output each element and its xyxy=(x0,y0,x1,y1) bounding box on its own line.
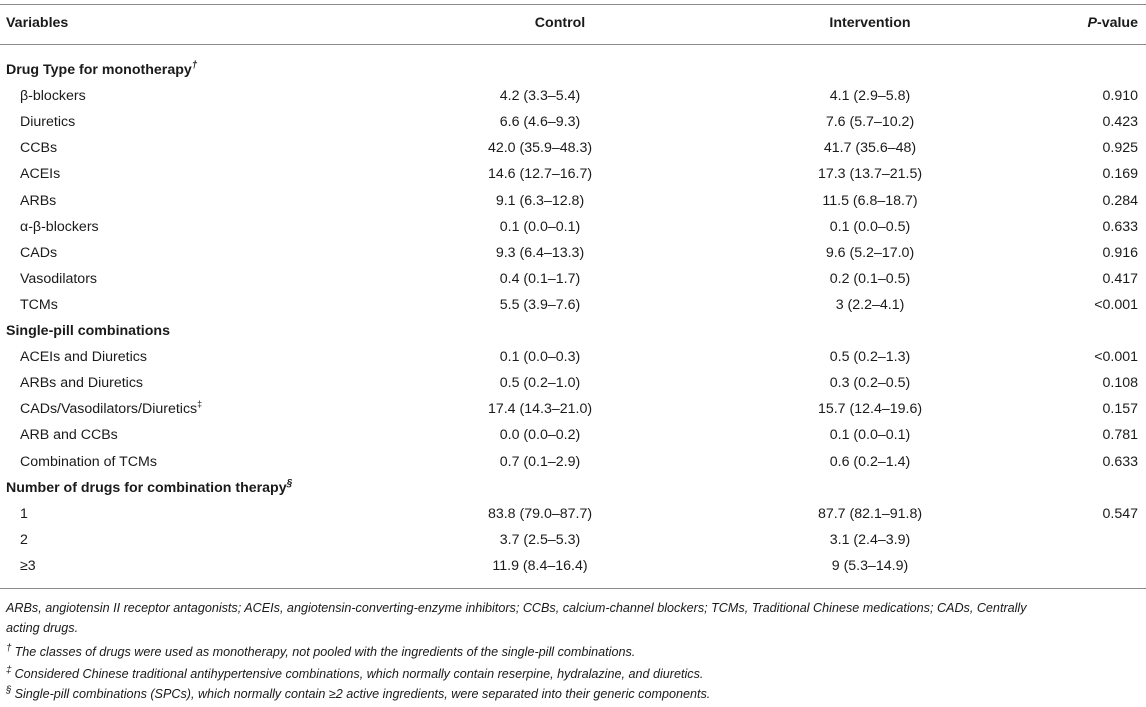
footnote-marker: † xyxy=(191,60,198,71)
intervention-value: 15.7 (12.4–19.6) xyxy=(817,401,923,418)
row-label-text: CCBs xyxy=(20,140,58,157)
row-label-text: ARBs and Diuretics xyxy=(20,375,144,392)
control-value: 11.9 (8.4–16.4) xyxy=(492,557,588,574)
row-label-text: TCMs xyxy=(20,296,58,313)
table-header-row xyxy=(0,10,1146,36)
table-row xyxy=(0,527,1146,553)
table-row xyxy=(0,188,1146,214)
footnote-ddagger-text: Considered Chinese traditional antihypertensive combinations, which normally contain reserpine, hydralazine, and diuretics. xyxy=(14,667,704,681)
table-top-rule xyxy=(0,4,1146,5)
p-value: <0.001 xyxy=(1094,296,1138,313)
footnote-dagger-mark: † xyxy=(6,643,12,654)
footnote-ddagger-mark: ‡ xyxy=(6,665,12,676)
row-label xyxy=(20,266,97,292)
row-label xyxy=(20,344,147,370)
row-label-text: 2 xyxy=(20,531,28,548)
p-value: 0.925 xyxy=(1102,140,1138,157)
intervention-value: 0.5 (0.2–1.3) xyxy=(829,349,911,366)
footnote-abbrev-line2: acting drugs. xyxy=(6,621,79,635)
control-value: 6.6 (4.6–9.3) xyxy=(499,114,581,131)
intervention-value: 0.6 (0.2–1.4) xyxy=(829,453,911,470)
row-label-text: ≥3 xyxy=(20,557,36,574)
table-row xyxy=(0,344,1146,370)
table-row xyxy=(0,161,1146,187)
row-label xyxy=(20,292,58,318)
row-label-text: β-blockers xyxy=(20,88,86,105)
control-value: 0.0 (0.0–0.2) xyxy=(499,427,581,444)
control-value: 0.7 (0.1–2.9) xyxy=(499,453,581,470)
table-row xyxy=(0,501,1146,527)
section-title-text: Drug Type for monotherapy xyxy=(6,62,192,78)
row-label-text: ACEIs and Diuretics xyxy=(20,349,147,366)
table-row xyxy=(0,449,1146,475)
control-value: 42.0 (35.9–48.3) xyxy=(487,140,593,157)
table-row xyxy=(0,214,1146,240)
intervention-value: 41.7 (35.6–48) xyxy=(823,140,917,157)
p-value: 0.169 xyxy=(1102,166,1138,183)
footnote-dagger-text: The classes of drugs were used as monotherapy, not pooled with the ingredients of the single-pill combinations. xyxy=(14,645,636,659)
table-row xyxy=(0,292,1146,318)
intervention-value: 3.1 (2.4–3.9) xyxy=(829,531,911,548)
table-row xyxy=(0,553,1146,579)
section-row xyxy=(0,318,1146,344)
table-header-rule xyxy=(0,44,1146,45)
row-label-text: ARBs xyxy=(20,192,57,209)
row-label-text: CADs xyxy=(20,244,58,261)
control-value: 14.6 (12.7–16.7) xyxy=(487,166,593,183)
footnote-section-mark: § xyxy=(6,685,12,696)
control-value: 0.5 (0.2–1.0) xyxy=(499,375,581,392)
table-row xyxy=(0,109,1146,135)
table-row xyxy=(0,370,1146,396)
row-label-text: Diuretics xyxy=(20,114,76,131)
control-value: 4.2 (3.3–5.4) xyxy=(499,88,581,105)
row-label xyxy=(20,396,202,422)
table-row xyxy=(0,240,1146,266)
intervention-value: 17.3 (13.7–21.5) xyxy=(817,166,923,183)
section-title-text: Single-pill combinations xyxy=(6,323,170,339)
footnote-abbreviations xyxy=(6,598,1140,618)
intervention-value: 4.1 (2.9–5.8) xyxy=(829,88,911,105)
p-value: 0.108 xyxy=(1102,375,1138,392)
header-intervention: Intervention xyxy=(829,15,911,31)
table-row xyxy=(0,396,1146,422)
row-label xyxy=(20,161,60,187)
row-label-text: ACEIs xyxy=(20,166,61,183)
row-label xyxy=(20,553,36,579)
footnote-abbrev-line1: ARBs, angiotensin II receptor antagonists; ACEIs, angiotensin-converting-enzyme inhibitors; CCBs, calcium-channel blockers; TCMs, Traditional Chinese medications; CADs, Centrally xyxy=(6,601,1027,615)
p-value: 0.417 xyxy=(1102,270,1138,287)
section-title-text: Number of drugs for combination therapy xyxy=(6,479,287,496)
p-value: 0.547 xyxy=(1102,505,1138,522)
p-value: 0.633 xyxy=(1102,218,1138,235)
row-label xyxy=(20,135,57,161)
p-value: 0.916 xyxy=(1102,244,1138,261)
footnote-marker: § xyxy=(286,477,293,489)
row-label-text: α-β-blockers xyxy=(20,218,99,235)
intervention-value: 0.1 (0.0–0.5) xyxy=(829,218,911,235)
header-p-value xyxy=(1088,10,1138,36)
p-value: <0.001 xyxy=(1094,349,1138,366)
p-value: 0.910 xyxy=(1102,88,1138,105)
intervention-value: 0.3 (0.2–0.5) xyxy=(829,375,911,392)
section-row xyxy=(0,57,1146,83)
p-value: 0.284 xyxy=(1102,192,1138,209)
row-label xyxy=(20,422,118,448)
section-title xyxy=(6,318,170,344)
intervention-value: 0.1 (0.0–0.1) xyxy=(829,427,911,444)
footnote-section-text: Single-pill combinations (SPCs), which normally contain ≥2 active ingredients, were separated into their generic components. xyxy=(14,687,711,701)
row-label xyxy=(20,501,28,527)
row-label xyxy=(20,188,56,214)
control-value: 9.1 (6.3–12.8) xyxy=(495,192,585,209)
p-value: 0.781 xyxy=(1102,427,1138,444)
row-label xyxy=(20,214,99,240)
footnote-abbreviations-cont xyxy=(6,618,1140,638)
row-label xyxy=(20,240,57,266)
row-label-text: Vasodilators xyxy=(20,270,98,287)
header-control: Control xyxy=(534,15,586,31)
p-value: 0.633 xyxy=(1102,453,1138,470)
row-label-text: ARB and CCBs xyxy=(20,427,118,444)
table-row xyxy=(0,266,1146,292)
row-label xyxy=(20,449,157,475)
header-p-letter: P xyxy=(1087,15,1097,31)
header-p-suffix: -value xyxy=(1096,15,1138,31)
footnote-dagger xyxy=(6,642,1140,662)
control-value: 0.1 (0.0–0.1) xyxy=(499,218,581,235)
section-title xyxy=(6,57,197,83)
section-title xyxy=(6,475,292,501)
control-value: 0.4 (0.1–1.7) xyxy=(499,270,581,287)
footnote-marker: ‡ xyxy=(197,399,203,410)
footnote-section xyxy=(6,684,1140,704)
intervention-value: 7.6 (5.7–10.2) xyxy=(825,114,915,131)
intervention-value: 9.6 (5.2–17.0) xyxy=(825,244,915,261)
section-row xyxy=(0,475,1146,501)
table-row xyxy=(0,83,1146,109)
intervention-value: 9 (5.3–14.9) xyxy=(831,557,909,574)
control-value: 17.4 (14.3–21.0) xyxy=(487,401,593,418)
table-bottom-rule xyxy=(0,588,1146,589)
header-variables: Variables xyxy=(6,15,69,31)
intervention-value: 0.2 (0.1–0.5) xyxy=(829,270,911,287)
p-value: 0.157 xyxy=(1102,401,1138,418)
control-value: 83.8 (79.0–87.7) xyxy=(487,505,593,522)
control-value: 0.1 (0.0–0.3) xyxy=(499,349,581,366)
row-label-text: CADs/Vasodilators/Diuretics xyxy=(20,401,198,418)
row-label xyxy=(20,527,28,553)
intervention-value: 87.7 (82.1–91.8) xyxy=(817,505,923,522)
row-label xyxy=(20,109,75,135)
table-row xyxy=(0,422,1146,448)
footnote-double-dagger xyxy=(6,664,1140,684)
row-label-text: Combination of TCMs xyxy=(20,453,157,470)
control-value: 9.3 (6.4–13.3) xyxy=(495,244,585,261)
intervention-value: 3 (2.2–4.1) xyxy=(835,296,905,313)
control-value: 5.5 (3.9–7.6) xyxy=(499,296,581,313)
row-label-text: 1 xyxy=(20,505,28,522)
control-value: 3.7 (2.5–5.3) xyxy=(499,531,581,548)
table-row xyxy=(0,135,1146,161)
p-value: 0.423 xyxy=(1102,114,1138,131)
intervention-value: 11.5 (6.8–18.7) xyxy=(822,192,918,209)
row-label xyxy=(20,83,86,109)
row-label xyxy=(20,370,143,396)
